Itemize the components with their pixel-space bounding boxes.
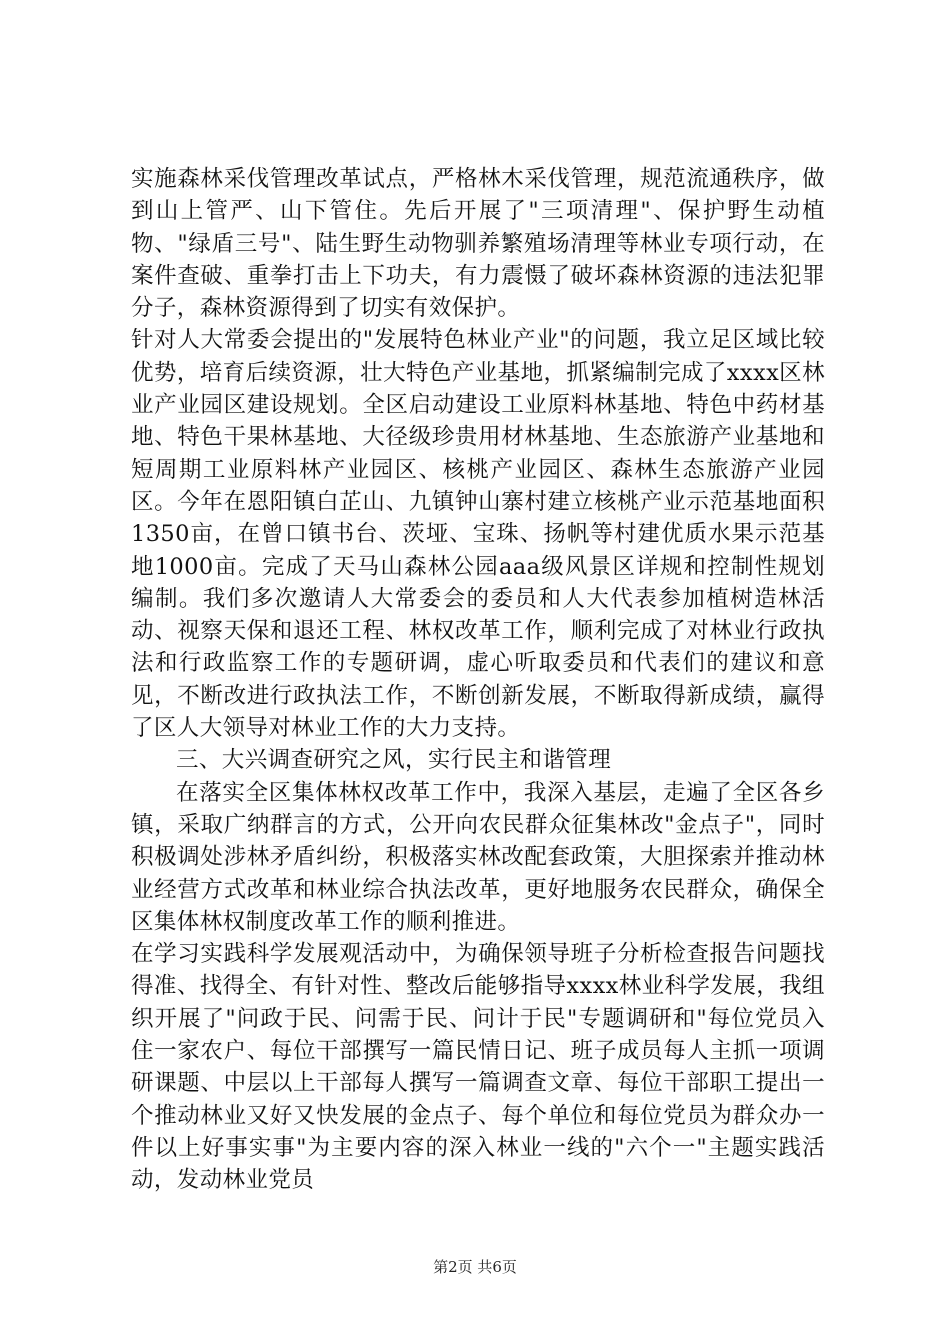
paragraph-industry: 针对人大常委会提出的"发展特色林业产业"的问题，我立足区域比较优势，培育后续资源，壮大特色产业基地，抓紧编制完成了xxxx区林业产业园区建设规划。全区启动建设工业原料林基地、特色中药材基地、特色干果林基地、大径级珍贵用材林基地、生态旅游产业基地和短周期工业原料林产业园区、核桃产业园区、森林生态旅游产业园区。今年在恩阳镇白芷山、九镇钟山寨村建立核桃产业示范基地面积1350亩，在曾口镇书台、茨垭、宝珠、扬帆等村建优质水果示范基地1000亩。完成了天马山森林公园aaa级风景区详规和控制性规划编制。我们多次邀请人大常委会的委员和人大代表参加植树造林活动、视察天保和退还工程、林权改革工作，顺利完成了对林业行政执法和行政监察工作的专题研调，虚心听取委员和代表们的建议和意见，不断改进行政执法工作，不断创新发展，不断取得新成绩，赢得了区人大领导对林业工作的大力支持。	[131, 327, 825, 742]
section-heading: 三、大兴调查研究之风，实行民主和谐管理	[176, 747, 612, 774]
page-number-footer: 第2页 共6页	[433, 1258, 517, 1276]
paragraph-forest-rights-reform: 在落实全区集体林权改革工作中，我深入基层，走遍了全区各乡镇，采取广纳群言的方式，公开向农民群众征集林改"金点子"，同时积极调处涉林矛盾纠纷，积极落实林改配套政策，大胆探索并推动林业经营方式改革和林业综合执法改革，更好地服务农民群众，确保全区集体林权制度改革工作的顺利推进。	[131, 779, 825, 935]
paragraph-enforcement: 实施森林采伐管理改革试点，严格林木采伐管理，规范流通秩序，做到山上管严、山下管住。先后开展了"三项清理"、保护野生动植物、"绿盾三号"、陆生野生动物驯养繁殖场清理等林业专项行动，在案件查破、重拳打击上下功夫，有力震慑了破坏森林资源的违法犯罪分子，森林资源得到了切实有效保护。	[131, 166, 825, 322]
document-body	[131, 163, 825, 1197]
paragraph-scientific-development: 在学习实践科学发展观活动中，为确保领导班子分析检查报告问题找得准、找得全、有针对性、整改后能够指导xxxx林业科学发展，我组织开展了"问政于民、问需于民、问计于民"专题调研和"每位党员入住一家农户、每位干部撰写一篇民情日记、班子成员每人主抓一项调研课题、中层以上干部每人撰写一篇调查文章、每位干部职工提出一个推动林业又好又快发展的金点子、每个单位和每位党员为群众办一件以上好事实事"为主要内容的深入林业一线的"六个一"主题实践活动，发动林业党员	[131, 941, 825, 1194]
